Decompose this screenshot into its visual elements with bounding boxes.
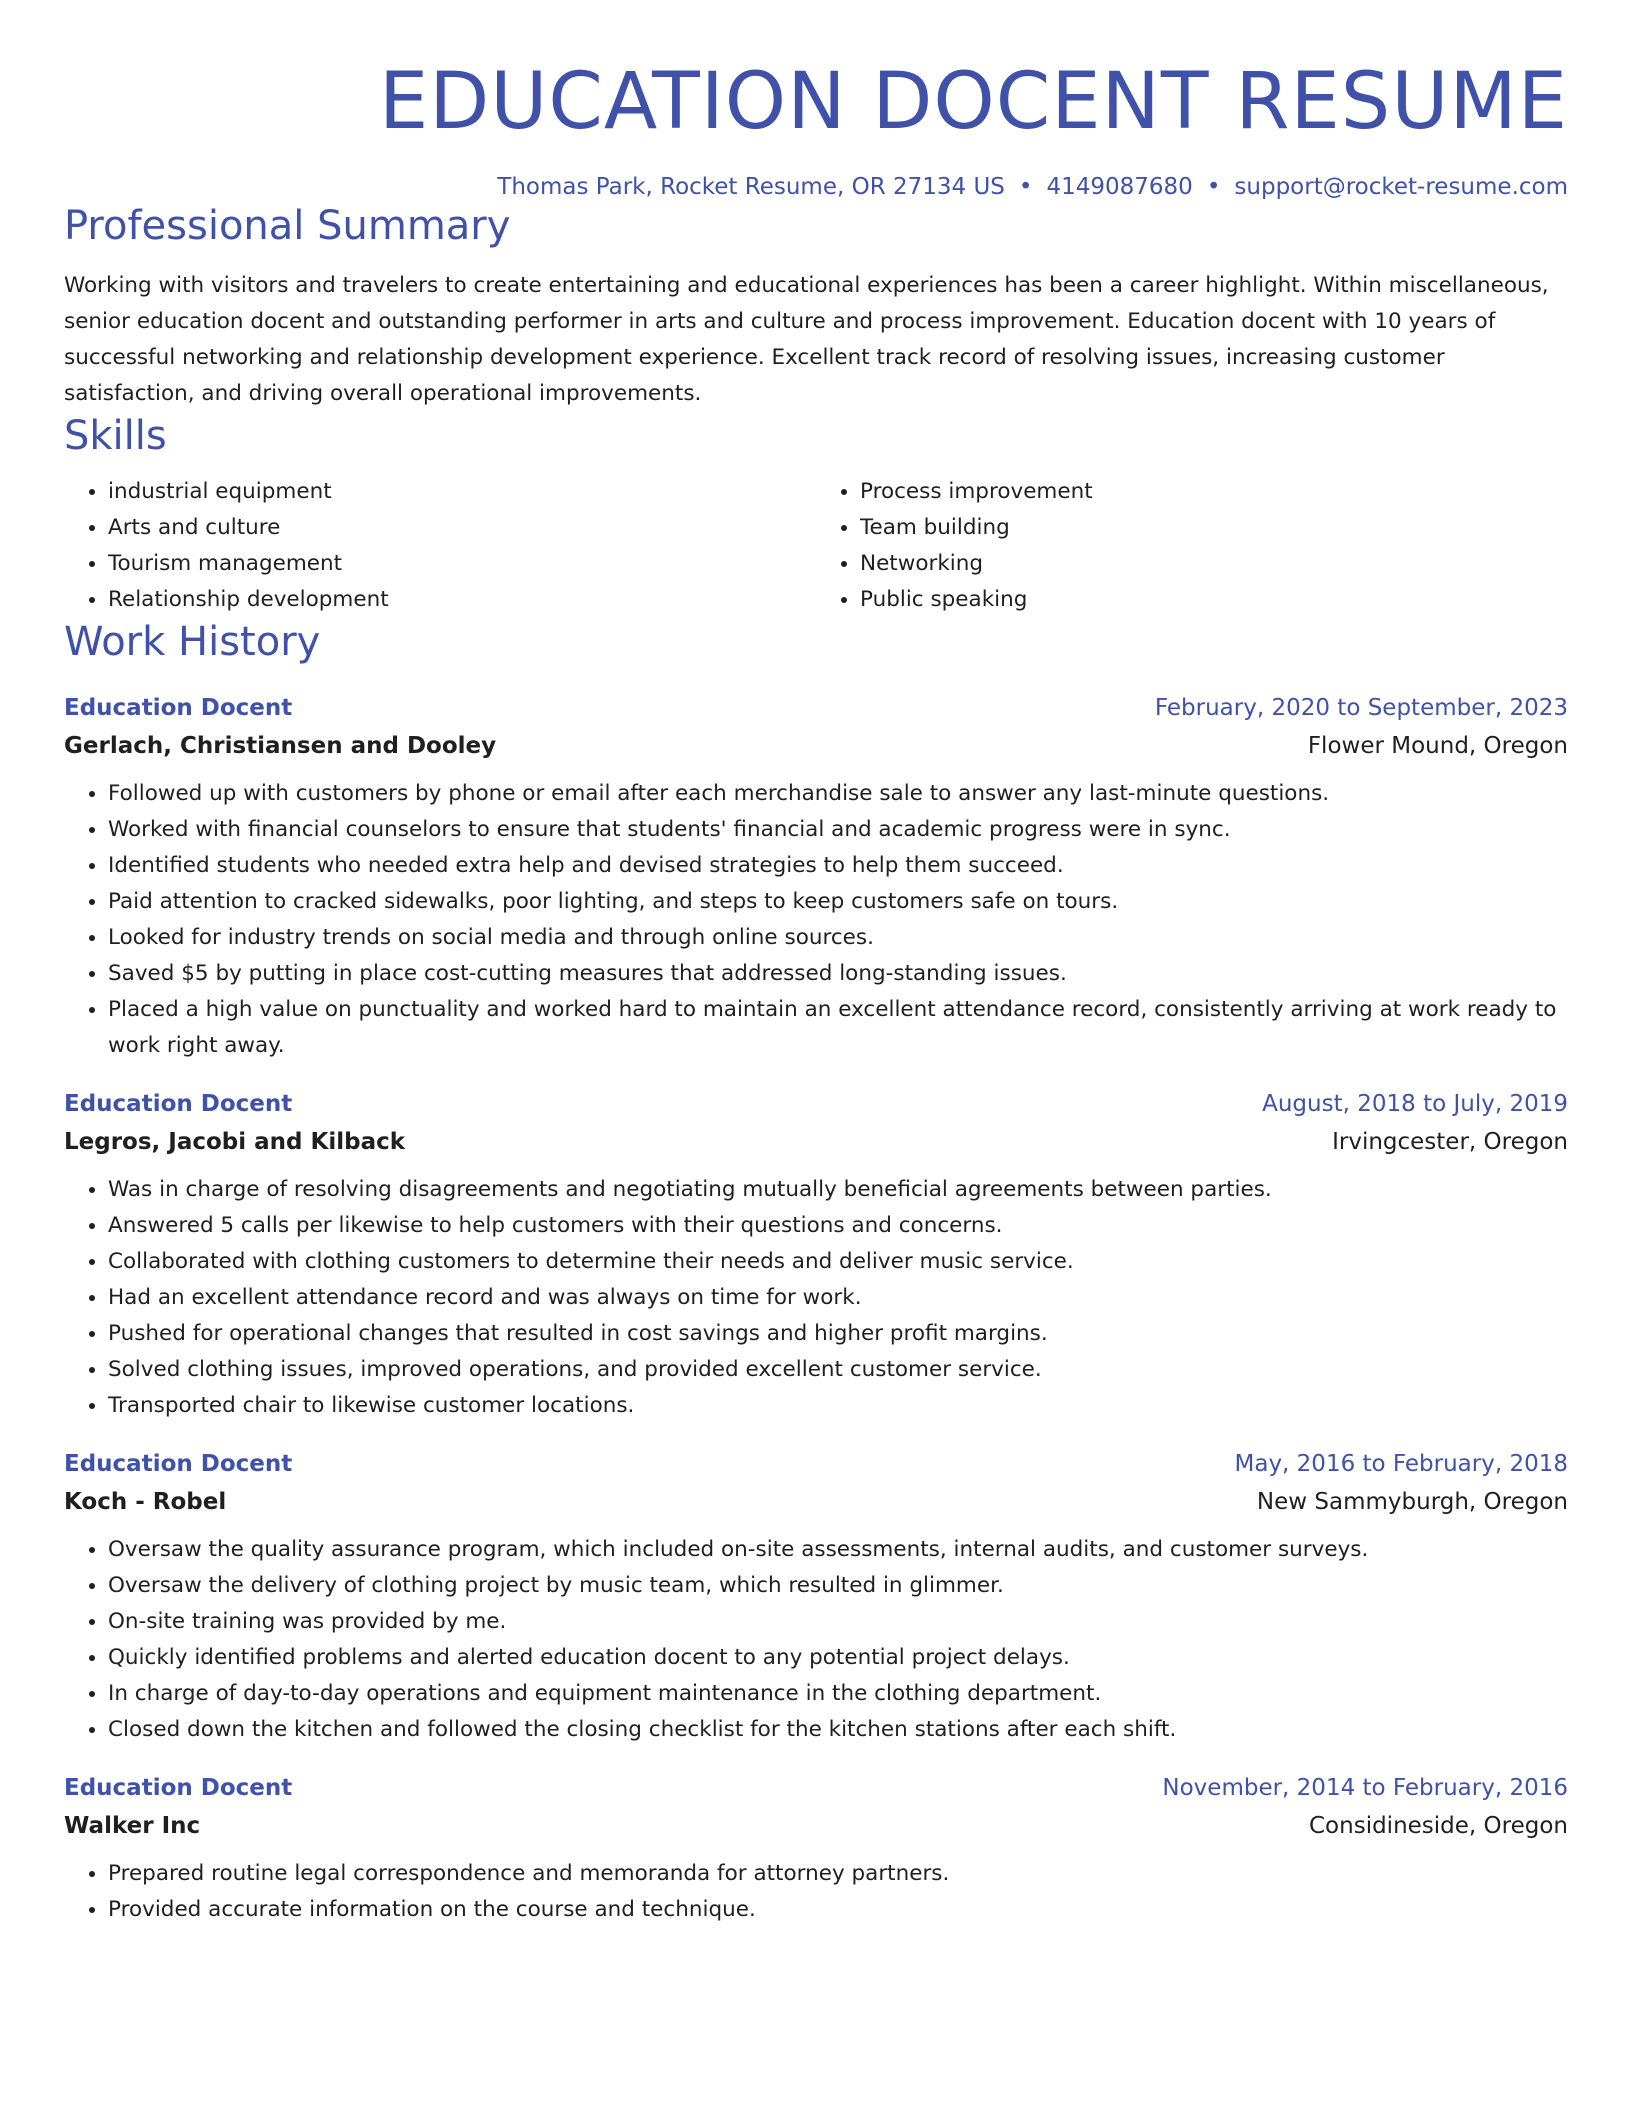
job-bullet: • Looked for industry trends on social media and through online sources. [108, 920, 1568, 956]
job-bullet: • Collaborated with clothing customers to determine their needs and deliver music service. [108, 1244, 1568, 1280]
separator-dot: • [1206, 174, 1221, 200]
skill-item: • Arts and culture [108, 510, 816, 546]
resume-header [64, 0, 1568, 202]
skill-item: • Public speaking [860, 582, 1568, 618]
job-company-row [64, 726, 1568, 766]
job-company: Gerlach, Christiansen and Dooley [64, 733, 497, 759]
job-location: Considineside, Oregon [1309, 1813, 1568, 1839]
job-dates: November, 2014 to February, 2016 [1162, 1775, 1568, 1801]
job-bullet: • Prepared routine legal correspondence and memoranda for attorney partners. [108, 1856, 1568, 1892]
job-bullet: • Provided accurate information on the course and technique. [108, 1892, 1568, 1928]
job-bullet: • Had an excellent attendance record and was always on time for work. [108, 1280, 1568, 1316]
job-location: Flower Mound, Oregon [1307, 733, 1568, 759]
job-entry [64, 1446, 1568, 1748]
job-dates: May, 2016 to February, 2018 [1234, 1451, 1568, 1477]
job-bullet: • Placed a high value on punctuality and worked hard to maintain an excellent attendance record, consistently arriving at work ready to work right away. [108, 992, 1568, 1064]
job-title: Education Docent [64, 1775, 293, 1801]
job-dates: February, 2020 to September, 2023 [1154, 695, 1568, 721]
skill-item: • Tourism management [108, 546, 816, 582]
job-company: Legros, Jacobi and Kilback [64, 1129, 406, 1155]
job-entry [64, 1770, 1568, 1928]
skill-item: • Networking [860, 546, 1568, 582]
job-location: Irvingcester, Oregon [1332, 1129, 1568, 1155]
job-header-row [64, 1086, 1568, 1122]
work-history-heading: Work History [64, 619, 321, 665]
job-bullet: • Pushed for operational changes that resulted in cost savings and higher profit margins. [108, 1316, 1568, 1352]
contact-phone: 4149087680 [1046, 174, 1193, 200]
job-company: Walker Inc [64, 1813, 201, 1839]
job-bullet: • Answered 5 calls per likewise to help customers with their questions and concerns. [108, 1208, 1568, 1244]
job-company-row [64, 1122, 1568, 1162]
job-bullet: • In charge of day-to-day operations and equipment maintenance in the clothing department. [108, 1676, 1568, 1712]
job-title: Education Docent [64, 1451, 293, 1477]
job-header-row [64, 1446, 1568, 1482]
skills-column-right [816, 474, 1568, 618]
skills-heading: Skills [64, 413, 167, 459]
job-bullet: • Saved $5 by putting in place cost-cutting measures that addressed long-standing issues. [108, 956, 1568, 992]
job-bullet: • Followed up with customers by phone or email after each merchandise sale to answer any last-minute questions. [108, 776, 1568, 812]
skill-item: • Process improvement [860, 474, 1568, 510]
job-bullet: • Oversaw the delivery of clothing project by music team, which resulted in glimmer. [108, 1568, 1568, 1604]
job-bullets [64, 1856, 1568, 1928]
job-bullet: • On-site training was provided by me. [108, 1604, 1568, 1640]
job-bullet: • Closed down the kitchen and followed the closing checklist for the kitchen stations after each shift. [108, 1712, 1568, 1748]
contact-email[interactable]: support@rocket-resume.com [1234, 174, 1568, 200]
job-company-row [64, 1806, 1568, 1846]
job-bullets [64, 776, 1568, 1064]
job-bullet: • Paid attention to cracked sidewalks, poor lighting, and steps to keep customers safe on tours. [108, 884, 1568, 920]
job-company: Koch - Robel [64, 1489, 227, 1515]
job-entry [64, 690, 1568, 1064]
job-dates: August, 2018 to July, 2019 [1262, 1091, 1568, 1117]
separator-dot: • [1018, 174, 1033, 200]
job-bullet: • Solved clothing issues, improved operations, and provided excellent customer service. [108, 1352, 1568, 1388]
job-bullet: • Transported chair to likewise customer locations. [108, 1388, 1568, 1424]
job-bullet: • Was in charge of resolving disagreements and negotiating mutually beneficial agreements between parties. [108, 1172, 1568, 1208]
skills-column-left [64, 474, 816, 618]
job-bullet: • Quickly identified problems and alerted education docent to any potential project delays. [108, 1640, 1568, 1676]
contact-line [64, 172, 1568, 202]
job-company-row [64, 1482, 1568, 1522]
skill-item: • industrial equipment [108, 474, 816, 510]
resume-title: EDUCATION DOCENT RESUME [378, 57, 1568, 147]
summary-text: Working with visitors and travelers to create entertaining and educational experiences has been a career highlight. Within miscellaneous, senior education docent and outstanding performer in arts and culture and process improvement. Education docent with 10 years of successful networking and relationship development experience. Excellent track record of resolving issues, increasing customer satisfaction, and driving overall operational improvements. [64, 273, 1549, 406]
summary-heading: Professional Summary [64, 203, 511, 249]
job-bullets [64, 1532, 1568, 1748]
job-location: New Sammyburgh, Oregon [1256, 1489, 1568, 1515]
job-bullet: • Worked with financial counselors to ensure that students' financial and academic progress were in sync. [108, 812, 1568, 848]
job-title: Education Docent [64, 1091, 293, 1117]
job-title: Education Docent [64, 695, 293, 721]
job-header-row [64, 690, 1568, 726]
skills-list [64, 474, 1568, 618]
job-entry [64, 1086, 1568, 1424]
job-bullet: • Oversaw the quality assurance program, which included on-site assessments, internal audits, and customer surveys. [108, 1532, 1568, 1568]
skill-item: • Team building [860, 510, 1568, 546]
contact-address: Thomas Park, Rocket Resume, OR 27134 US [497, 174, 1005, 200]
job-bullet: • Identified students who needed extra help and devised strategies to help them succeed. [108, 848, 1568, 884]
job-bullets [64, 1172, 1568, 1424]
job-header-row [64, 1770, 1568, 1806]
skill-item: • Relationship development [108, 582, 816, 618]
